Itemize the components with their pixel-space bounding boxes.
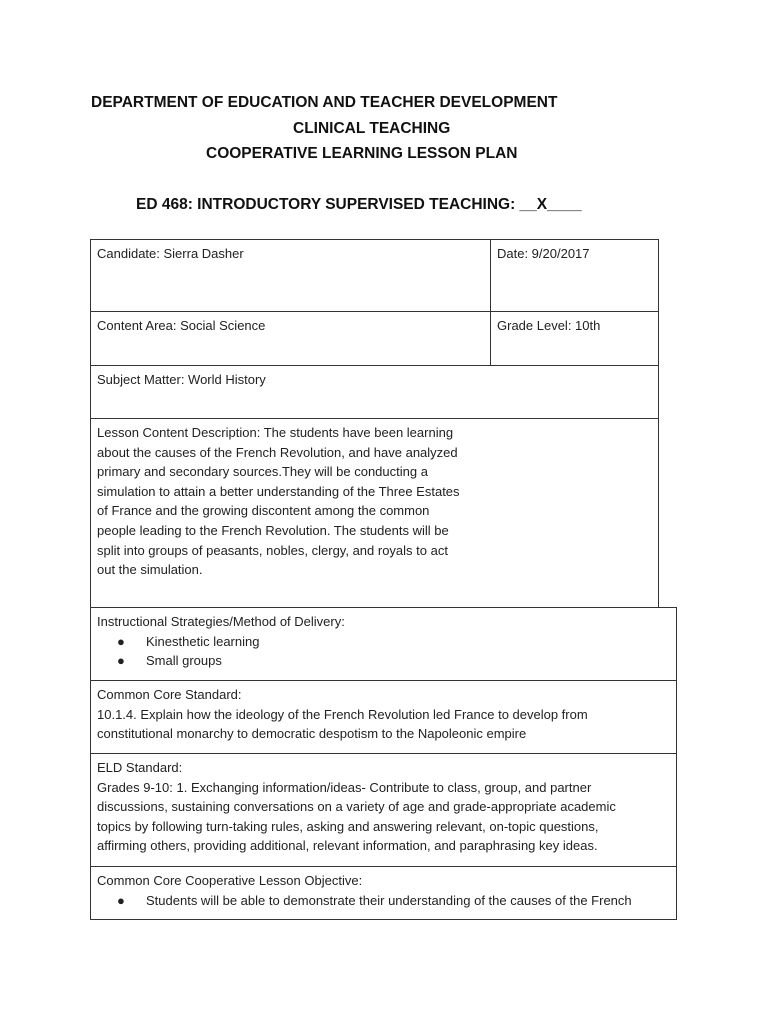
common-core-text: 10.1.4. Explain how the ideology of the French Revolution led France to develop from constitutional monarchy to democratic despotism to the Napoleonic empire (97, 706, 588, 742)
common-core-label: Common Core Standard: (97, 687, 242, 702)
bullet-icon: ● (117, 892, 125, 908)
date-cell: Date: 9/20/2017 (490, 239, 659, 312)
bullet-icon: ● (117, 653, 125, 669)
common-core-standard-cell (90, 680, 677, 754)
objective-text: Students will be able to demonstrate their understanding of the causes of the French (146, 892, 632, 908)
strategy-text: Kinesthetic learning (146, 633, 260, 649)
bullet-icon: ● (117, 633, 125, 649)
course-heading: ED 468: INTRODUCTORY SUPERVISED TEACHING: __X____ (136, 196, 582, 213)
candidate-cell: Candidate: Sierra Dasher (90, 239, 491, 312)
clinical-teaching-heading: CLINICAL TEACHING (293, 120, 451, 137)
strategy-item (97, 632, 670, 652)
eld-standard-cell (90, 753, 677, 867)
grade-level-cell: Grade Level: 10th (490, 311, 659, 366)
objective-item (97, 891, 670, 911)
subject-matter-cell: Subject Matter: World History (90, 365, 659, 419)
strategy-item (97, 651, 670, 671)
eld-text: Grades 9-10: 1. Exchanging information/ideas- Contribute to class, group, and partner discussions, sustaining conversations on a variety of age and grade-appropriate academic topics by following turn-taking rules, asking and answering relevant, on-topic questions, affirming others, providing additional, relevant information, and paraphrasing key ideas. (97, 779, 616, 854)
department-heading: DEPARTMENT OF EDUCATION AND TEACHER DEVELOPMENT (91, 94, 558, 111)
lesson-objective-cell (90, 866, 677, 920)
objective-label: Common Core Cooperative Lesson Objective: (97, 873, 363, 888)
content-area-cell: Content Area: Social Science (90, 311, 491, 366)
lesson-plan-heading: COOPERATIVE LEARNING LESSON PLAN (206, 145, 518, 162)
strategy-text: Small groups (146, 653, 222, 669)
instructional-strategies-label: Instructional Strategies/Method of Delivery: (97, 614, 345, 629)
eld-label: ELD Standard: (97, 760, 183, 775)
lesson-content-cell: Lesson Content Description: The students have been learning about the causes of the French Revolution, and have analyzed primary and secondary sources.They will be conducting a simulation to attain a better understanding of the Three Estates of France and the growing discontent among the common people leading to the French Revolution. The students will be split into groups of peasants, nobles, clergy, and royals to act out the simulation. (90, 418, 659, 608)
instructional-strategies-cell (90, 607, 677, 681)
